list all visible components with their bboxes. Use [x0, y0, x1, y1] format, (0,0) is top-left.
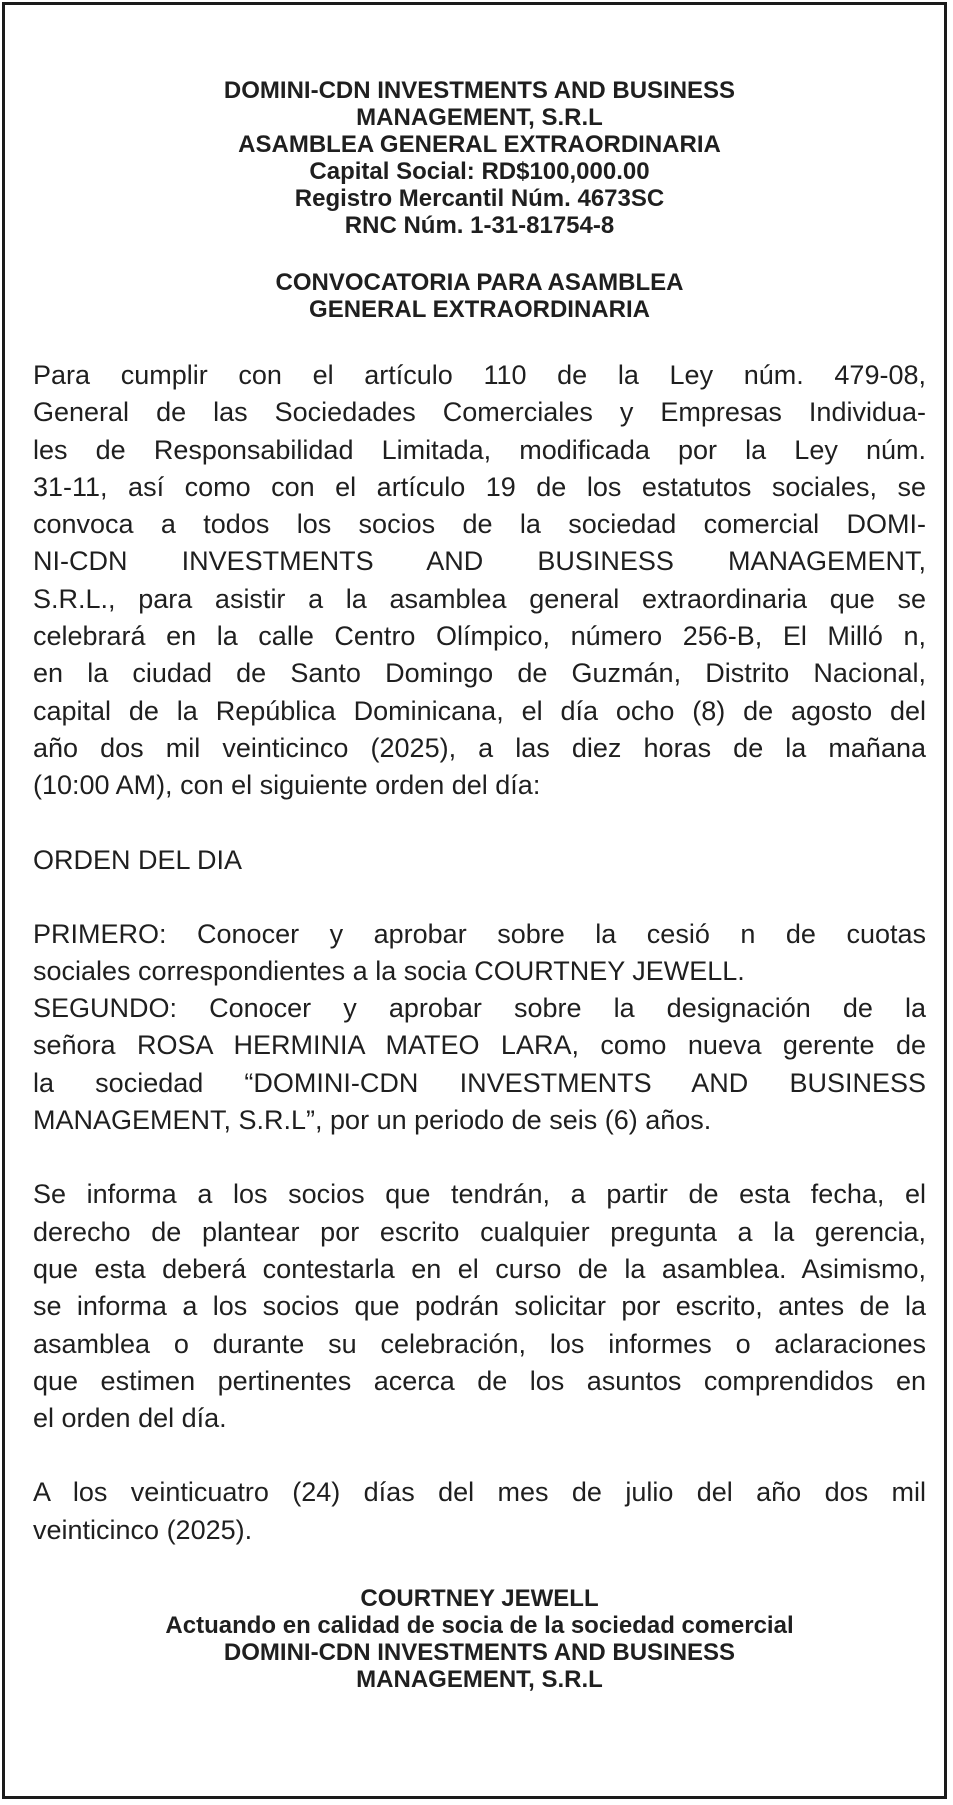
rnc-number: RNC Núm. 1-31-81754-8	[344, 212, 615, 239]
signature-company-line2: MANAGEMENT, S.R.L	[356, 1666, 603, 1694]
notice-frame	[2, 2, 947, 1799]
intro-line: año dos mil veinticinco (2025), a las diez horas de la mañana	[33, 732, 926, 763]
date-line: veinticinco (2025).	[33, 1514, 253, 1545]
info-line: el orden del día.	[33, 1403, 227, 1434]
intro-line: S.R.L., para asistir a la asamblea general extraordinaria que se	[33, 583, 926, 614]
orden-line: PRIMERO: Conocer y aprobar sobre la cesió n de cuotas	[33, 918, 926, 949]
convocatoria-line2: GENERAL EXTRAORDINARIA	[309, 296, 650, 323]
orden-del-dia-title: ORDEN DEL DIA	[33, 844, 243, 875]
intro-line: 31-11, así como con el artículo 19 de los estatutos sociales, se	[33, 471, 926, 502]
intro-line: General de las Sociedades Comerciales y Empresas Individua-	[33, 397, 926, 428]
orden-line: la sociedad “DOMINI-CDN INVESTMENTS AND BUSINESS	[33, 1067, 926, 1098]
assembly-type: ASAMBLEA GENERAL EXTRAORDINARIA	[238, 131, 721, 158]
company-name-line2: MANAGEMENT, S.R.L	[356, 104, 603, 131]
notice-content	[33, 77, 926, 1693]
intro-line: convoca a todos los socios de la sociedad comercial DOMI-	[33, 509, 926, 540]
signature-block	[33, 1585, 926, 1693]
intro-line: capital de la República Dominicana, el día ocho (8) de agosto del	[33, 695, 926, 726]
company-name-line1: DOMINI-CDN INVESTMENTS AND BUSINESS	[223, 77, 736, 104]
date-paragraph	[33, 1474, 926, 1549]
intro-line: (10:00 AM), con el siguiente orden del día:	[33, 770, 541, 801]
intro-line: celebrará en la calle Centro Olímpico, número 256-B, El Milló n,	[33, 621, 926, 652]
info-line: que estimen pertinentes acerca de los asuntos comprendidos en	[33, 1365, 926, 1396]
orden-line: sociales correspondientes a la socia COURTNEY JEWELL.	[33, 955, 745, 986]
header-block	[33, 77, 926, 239]
signatory-role: Actuando en calidad de socia de la sociedad comercial	[165, 1612, 794, 1640]
orden-line: SEGUNDO: Conocer y aprobar sobre la designación de la	[33, 993, 926, 1024]
capital-social: Capital Social: RD$100,000.00	[309, 158, 650, 185]
convocatoria-line1: CONVOCATORIA PARA ASAMBLEA	[275, 269, 684, 296]
intro-paragraph	[33, 357, 926, 805]
info-line: que esta deberá contestarla en el curso de la asamblea. Asimismo,	[33, 1253, 926, 1284]
orden-line: señora ROSA HERMINIA MATEO LARA, como nueva gerente de	[33, 1030, 926, 1061]
info-line: asamblea o durante su celebración, los informes o aclaraciones	[33, 1328, 926, 1359]
orden-line: MANAGEMENT, S.R.L”, por un periodo de seis (6) años.	[33, 1105, 712, 1136]
intro-line: NI-CDN INVESTMENTS AND BUSINESS MANAGEMENT,	[33, 546, 926, 577]
convocatoria-title	[33, 269, 926, 323]
intro-line: les de Responsabilidad Limitada, modificada por la Ley núm.	[33, 434, 926, 465]
info-paragraph	[33, 1176, 926, 1437]
registro-mercantil: Registro Mercantil Núm. 4673SC	[294, 185, 665, 212]
intro-line: Para cumplir con el artículo 110 de la Ley núm. 479-08,	[33, 360, 926, 390]
info-line: se informa a los socios que podrán solicitar por escrito, antes de la	[33, 1291, 926, 1322]
signatory-name: COURTNEY JEWELL	[360, 1585, 599, 1613]
info-line: Se informa a los socios que tendrán, a partir de esta fecha, el	[33, 1179, 926, 1210]
info-line: derecho de plantear por escrito cualquier pregunta a la gerencia,	[33, 1216, 926, 1247]
orden-paragraph	[33, 916, 926, 1140]
signature-company-line1: DOMINI-CDN INVESTMENTS AND BUSINESS	[223, 1639, 736, 1667]
intro-line: en la ciudad de Santo Domingo de Guzmán, Distrito Nacional,	[33, 658, 926, 689]
date-line: A los veinticuatro (24) días del mes de julio del año dos mil	[33, 1477, 926, 1508]
